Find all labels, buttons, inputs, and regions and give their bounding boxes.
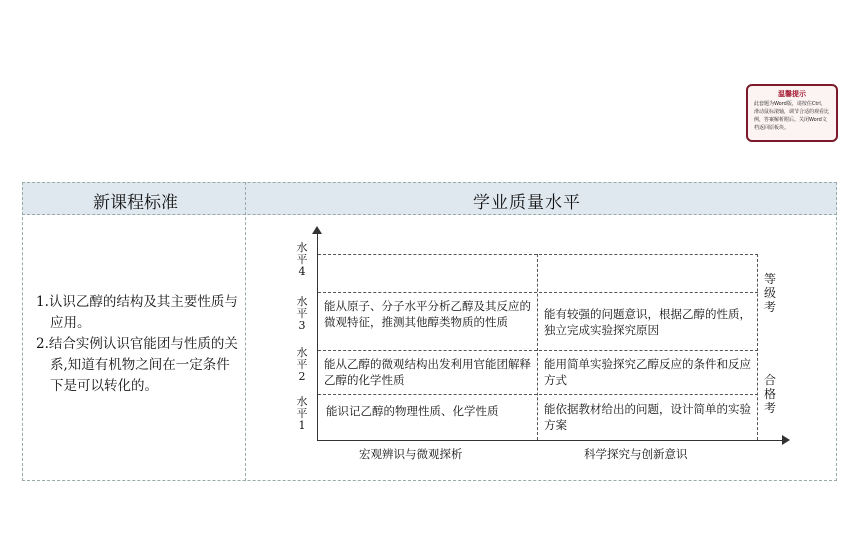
x-label-macro-micro: 宏观辨识与微观探析	[359, 447, 463, 461]
standard-item: 1.认识乙醇的结构及其主要性质与应用。	[36, 294, 238, 331]
tip-title: 温馨提示	[778, 90, 806, 98]
level-2-left-cell: 能从乙醇的微观结构出发利用官能团解释乙醇的化学性质	[324, 357, 531, 387]
x-axis-arrow	[782, 435, 790, 445]
standards-list	[36, 292, 242, 397]
x-axis	[317, 440, 782, 441]
side-label-pass-exam: 合格考	[763, 373, 776, 415]
grid-line	[537, 254, 538, 440]
standard-item: 2.结合实例认识官能团与性质的关系,知道有机物之间在一定条件下是可以转化的。	[36, 336, 238, 394]
level-4-label: 水平4	[296, 241, 308, 278]
y-axis	[317, 232, 318, 440]
level-1-label: 水平1	[296, 395, 308, 432]
level-2-right-cell: 能用简单实验探究乙醇反应的条件和反应方式	[544, 357, 751, 387]
side-label-grade-exam: 等级考	[763, 272, 776, 314]
grid-line	[757, 254, 758, 440]
header-new-curriculum: 新课程标准	[93, 193, 178, 213]
grid-line	[318, 292, 758, 293]
level-3-right-cell: 能有较强的问题意识，根据乙醇的性质，独立完成实验探究原因	[544, 307, 751, 337]
grid-line	[318, 254, 758, 255]
tip-body: 此套题为Word版，请按住Ctrl，滑动鼠标滚轴，调节合适的观看比例，答案解析附后。关闭Word文档返回原板块。	[754, 101, 830, 131]
grid-line	[318, 394, 758, 395]
level-1-right-cell: 能依据教材给出的问题，设计简单的实验方案	[544, 402, 751, 432]
header-quality-level: 学业质量水平	[473, 193, 581, 213]
level-3-label: 水平3	[296, 295, 308, 332]
grid-line	[318, 350, 758, 351]
y-axis-arrow	[312, 226, 322, 234]
x-label-science-inquiry: 科学探究与创新意识	[584, 447, 688, 461]
level-1-left-cell: 能识记乙醇的物理性质、化学性质	[326, 404, 499, 418]
level-3-left-cell: 能从原子、分子水平分析乙醇及其反应的微观特征，推测其他醇类物质的性质	[324, 299, 531, 329]
column-divider	[245, 182, 246, 481]
level-2-label: 水平2	[296, 346, 308, 383]
tip-box	[746, 84, 838, 142]
